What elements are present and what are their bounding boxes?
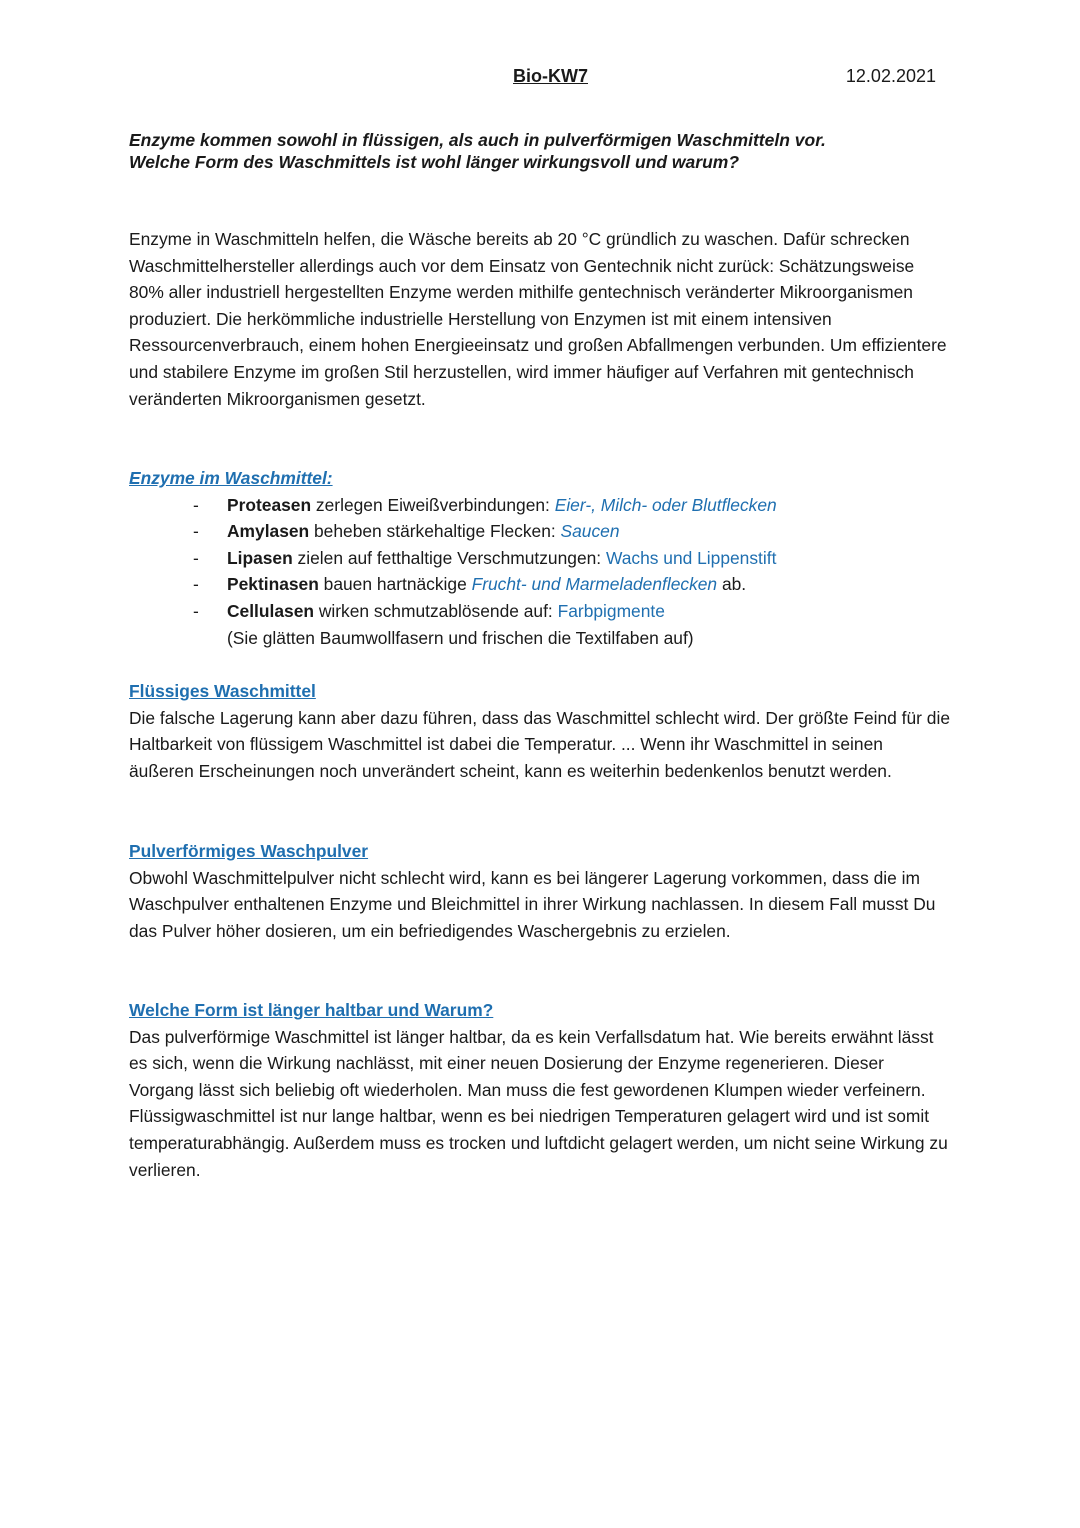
list-dash: - <box>193 574 199 595</box>
section-answer <box>129 997 951 1183</box>
enzyme-description: zielen auf fetthaltige Verschmutzungen: <box>292 547 606 568</box>
question-line-1: Enzyme kommen sowohl in flüssigen, als auch in pulverförmigen Waschmitteln vor. <box>129 130 826 150</box>
list-item <box>129 598 951 625</box>
enzyme-description: wirken schmutzablösende auf: <box>314 600 558 621</box>
list-item <box>129 545 951 572</box>
section-heading-answer: Welche Form ist länger haltbar und Warum? <box>129 1000 494 1020</box>
enzyme-description: zerlegen Eiweißverbindungen: <box>311 494 555 515</box>
enzyme-example: Frucht- und Marmeladenflecken <box>471 574 718 595</box>
task-question <box>129 129 929 173</box>
enzyme-name: Proteasen <box>227 494 312 515</box>
enzyme-description-end: ab. <box>717 574 747 595</box>
list-dash: - <box>193 600 199 621</box>
section-heading-enzymes: Enzyme im Waschmittel: <box>129 468 333 488</box>
answer-paragraph-2: Flüssigwaschmittel ist nur lange haltbar, wenn es bei niedrigen Temperaturen gelagert wird und ist somit temperaturabhängig. Außerdem muss es trocken und luftdicht gelagert werden, um nicht seine Wirkung zu verlieren. <box>129 1106 948 1180</box>
intro-paragraph: Enzyme in Waschmitteln helfen, die Wäsche bereits ab 20 °C gründlich zu waschen. Dafür schrecken Waschmittelhersteller allerdings auch vor dem Einsatz von Gentechnik nicht zurück: Schätzungsweise 80% aller industriell hergestellten Enzyme werden mithilfe gentechnisch veränderter Mikroorganismen produziert. Die herkömmliche industrielle Herstellung von Enzymen ist mit einem intensiven Ressourcenverbrauch, einem hohen Energieeinsatz und großen Abfallmengen verbunden. Um effizientere und stabilere Enzyme im großen Stil herzustellen, wird immer häufiger auf Verfahren mit gentechnisch veränderten Mikroorganismen gesetzt. <box>129 229 947 409</box>
section-liquid <box>129 678 951 784</box>
section-heading-powder: Pulverförmiges Waschpulver <box>129 841 369 861</box>
page-header <box>129 66 951 92</box>
enzyme-description: beheben stärkehaltige Flecken: <box>309 521 561 542</box>
enzyme-list <box>129 492 951 652</box>
section-powder <box>129 838 951 944</box>
answer-paragraph-1: Das pulverförmige Waschmittel ist länger haltbar, da es kein Verfallsdatum hat. Wie bereits erwähnt lässt es sich, wenn die Wirkung nachlässt, mit einer neuen Dosierung der Enzyme regenerieren. Dieser Vorgang lässt sich beliebig oft wiederholen. Man muss die fest gewordenen Klumpen wieder verfeinern. <box>129 1026 934 1100</box>
list-item <box>129 492 951 519</box>
list-item-note <box>129 625 951 652</box>
liquid-paragraph: Die falsche Lagerung kann aber dazu führen, dass das Waschmittel schlecht wird. Der größte Feind für die Haltbarkeit von flüssigem Waschmittel ist dabei die Temperatur. ... Wenn ihr Waschmittel in seinen äußeren Erscheinungen noch unverändert scheint, kann es weiterhin bedenkenlos benutzt werden. <box>129 707 950 781</box>
list-dash: - <box>193 547 199 568</box>
powder-paragraph: Obwohl Waschmittelpulver nicht schlecht wird, kann es bei längerer Lagerung vorkommen, dass die im Waschpulver enthaltenen Enzyme und Bleichmittel in ihrer Wirkung nachlassen. In diesem Fall musst Du das Pulver höher dosieren, um ein befriedigendes Waschergebnis zu erzielen. <box>129 867 936 941</box>
list-item <box>129 518 951 545</box>
enzyme-name: Cellulasen <box>227 600 314 621</box>
section-heading-liquid: Flüssiges Waschmittel <box>129 681 316 701</box>
enzyme-example: Farbpigmente <box>557 600 665 621</box>
list-item <box>129 571 951 598</box>
enzyme-example: Saucen <box>560 521 620 542</box>
enzyme-name: Lipasen <box>227 547 293 568</box>
document-title: Bio-KW7 <box>513 66 588 86</box>
enzyme-name: Pektinasen <box>227 574 319 595</box>
enzyme-example: Wachs und Lippenstift <box>605 547 777 568</box>
section-enzymes <box>129 465 951 651</box>
list-dash: - <box>193 494 199 515</box>
enzyme-description: bauen hartnäckige <box>318 574 472 595</box>
document-date: 12.02.2021 <box>845 66 936 86</box>
enzyme-example: Eier-, Milch- oder Blutflecken <box>554 494 777 515</box>
question-line-2: Welche Form des Waschmittels ist wohl länger wirkungsvoll und warum? <box>129 152 740 172</box>
list-dash: - <box>193 521 199 542</box>
enzyme-name: Amylasen <box>227 521 310 542</box>
enzyme-note: (Sie glätten Baumwollfasern und frischen die Textilfaben auf) <box>227 627 694 648</box>
